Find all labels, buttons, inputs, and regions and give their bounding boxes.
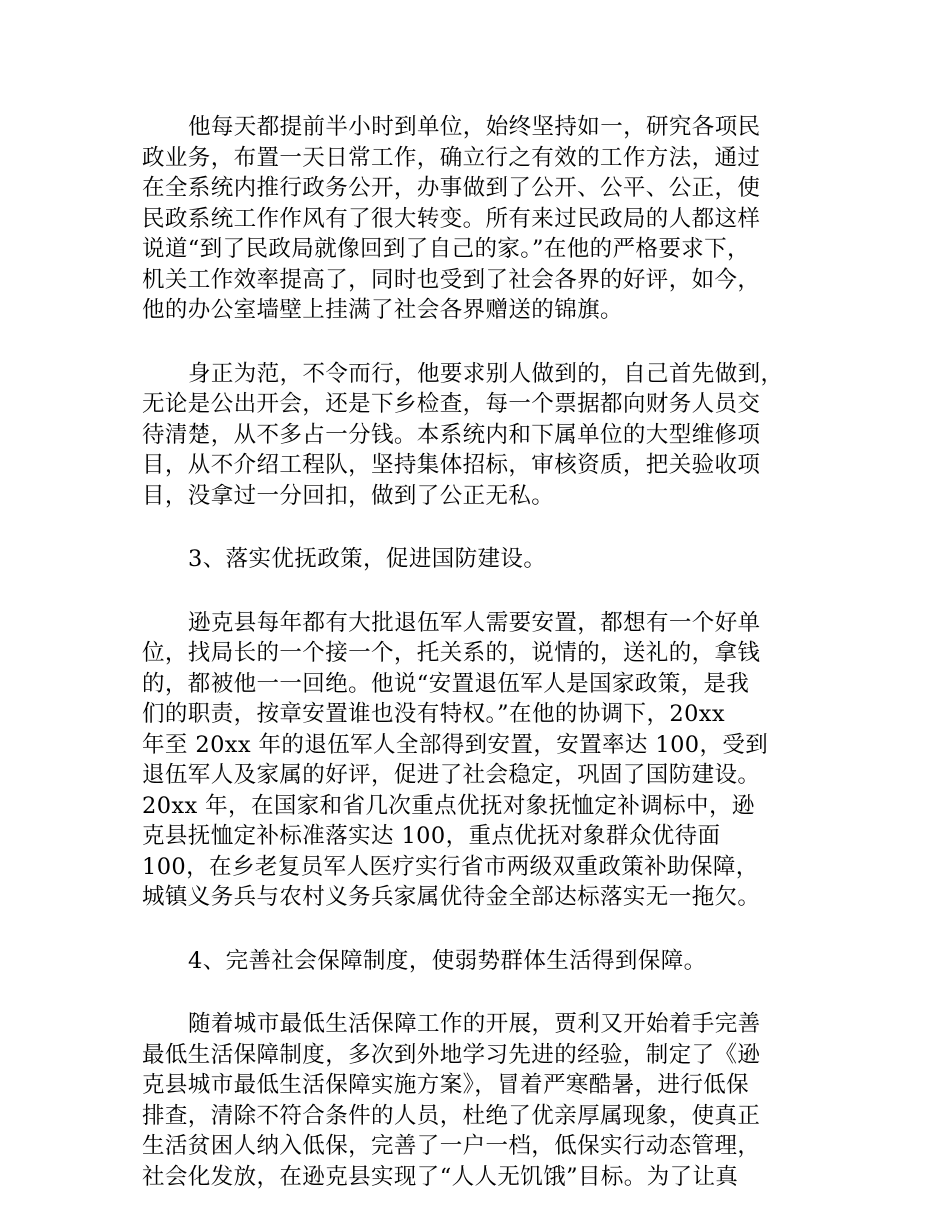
text-line: 在全系统内推行政务公开，办事做到了公开、公平、公正，使 <box>142 175 761 201</box>
text-line: 的，都被他一一回绝。他说“安置退伍军人是国家政策，是我 <box>142 670 750 697</box>
text-line: 们的职责，按章安置谁也没有特权。”在他的协调下，20xx <box>142 701 725 727</box>
document-page <box>142 112 826 1225</box>
text-line: 机关工作效率提高了，同时也受到了社会各界的好评，如今， <box>142 266 761 293</box>
text-line: 排查，清除不符合条件的人员，杜绝了优亲厚属现象，使真正 <box>142 1102 761 1129</box>
text-line: 民政系统工作作风有了很大转变。所有来过民政局的人都这样 <box>142 205 761 232</box>
section-heading-social-security <box>142 946 826 977</box>
text-line: 政业务，布置一天日常工作，确立行之有效的工作方法，通过 <box>142 144 761 171</box>
text-line: 年至 20xx 年的退伍军人全部得到安置，安置率达 100，受到 <box>142 731 769 758</box>
text-line: 位，找局长的一个接一个，托关系的，说情的，送礼的，拿钱 <box>142 640 761 666</box>
paragraph-director-diligence <box>142 112 826 326</box>
text-line: 克县抚恤定补标准落实达 100，重点优抚对象群众优待面 <box>142 823 721 849</box>
text-line: 社会化发放，在逊克县实现了“人人无饥饿”目标。为了让真 <box>142 1163 739 1190</box>
text-line: 城镇义务兵与农村义务兵家属优待金全部达标落实无一拖欠。 <box>142 884 761 910</box>
text-line: 说道“到了民政局就像回到了自己的家。”在他的严格要求下， <box>142 236 750 262</box>
text-line: 克县城市最低生活保障实施方案》，冒着严寒酷暑，进行低保 <box>142 1072 750 1098</box>
section-heading-defense <box>142 544 826 575</box>
text-line: 随着城市最低生活保障工作的开展，贾利又开始着手完善 <box>188 1011 761 1037</box>
text-line: 目，从不介绍工程队，坚持集体招标，审核资质，把关验收项 <box>142 452 761 478</box>
paragraph-integrity <box>142 359 826 512</box>
text-line: 100，在乡老复员军人医疗实行省市两级双重政策补助保障， <box>142 853 759 880</box>
text-line: 目，没拿过一分回扣，做到了公正无私。 <box>142 482 555 509</box>
text-line: 无论是公出开会，还是下乡检查，每一个票据都向财务人员交 <box>142 391 761 417</box>
text-line: 身正为范，不令而行，他要求别人做到的，自己首先做到， <box>188 360 784 387</box>
heading-line: 3、落实优抚政策，促进国防建设。 <box>188 546 547 572</box>
text-line: 待清楚，从不多占一分钱。本系统内和下属单位的大型维修项 <box>142 421 761 448</box>
text-line: 逊克县每年都有大批退伍军人需要安置，都想有一个好单 <box>188 609 761 636</box>
text-line: 最低生活保障制度，多次到外地学习先进的经验，制定了《逊 <box>142 1041 761 1068</box>
text-line: 生活贫困人纳入低保，完善了一户一档，低保实行动态管理， <box>142 1133 761 1159</box>
text-line: 他每天都提前半小时到单位，始终坚持如一，研究各项民 <box>188 114 761 140</box>
paragraph-veterans <box>142 608 826 913</box>
text-line: 退伍军人及家属的好评，促进了社会稳定，巩固了国防建设。 <box>142 762 761 788</box>
heading-line: 4、完善社会保障制度，使弱势群体生活得到保障。 <box>188 947 707 974</box>
paragraph-minimum-living <box>142 1009 826 1192</box>
text-line: 20xx 年，在国家和省几次重点优抚对象抚恤定补调标中，逊 <box>142 792 755 819</box>
text-line: 他的办公室墙壁上挂满了社会各界赠送的锦旗。 <box>142 297 623 323</box>
